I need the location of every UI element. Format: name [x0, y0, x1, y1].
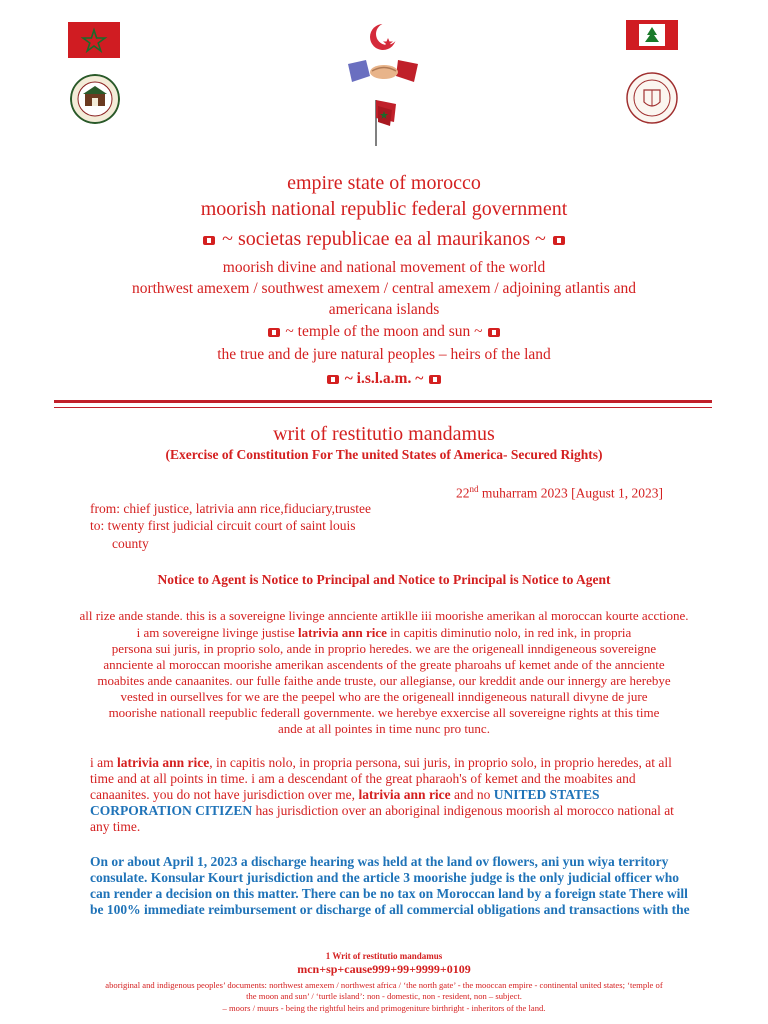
- para1-line-6: vested in oursellves for we are the peepel who are the origeneall inndigeneous naturall divyne de jure: [120, 689, 648, 704]
- para3-line-1: On or about April 1, 2023 a discharge hearing was held at the land ov flowers, ani yun wiya territory: [90, 854, 669, 869]
- entity-highlight: CORPORATION CITIZEN: [90, 803, 253, 818]
- name-highlight: latrivia ann rice: [358, 787, 451, 802]
- para1-line-7: moorishe nationall reepublic federall governmente. we herebye exxercise all sovereigne rights at this time: [108, 705, 660, 720]
- document-title: writ of restitutio mandamus: [273, 423, 495, 445]
- header-line-amexem: northwest amexem / southwest amexem / central amexem / adjoining atlantis and: [131, 280, 637, 297]
- moorish-flags-icon: [362, 96, 406, 148]
- header-islam-text: ~ i.s.l.a.m. ~: [344, 370, 424, 387]
- entity-highlight: UNITED STATES: [493, 787, 600, 802]
- header-line-movement: moorish divine and national movement of the world: [222, 259, 546, 276]
- header-line-islam: [0, 370, 768, 388]
- header-line-societas: [0, 228, 768, 251]
- header-line-natural-peoples: the true and de jure natural peoples – heirs of the land: [217, 346, 551, 363]
- para2-line-2: time and at all points in time. i am a descendant of the great pharaoh's of kemet and the moabites and: [90, 771, 636, 786]
- para1-line-2-text: i am sovereigne livinge justise: [136, 625, 299, 640]
- cross-badge-icon: [327, 375, 339, 384]
- footer-code: mcn+sp+cause999+99+9999+0109: [297, 962, 471, 976]
- handshake-flags-icon: [346, 56, 422, 86]
- para1-line-2: [0, 625, 768, 641]
- para1-line-2-rest: in capitis diminutio nolo, in red ink, in propria: [386, 625, 632, 640]
- footer-line-3: – moors / muurs - being the rightful heirs and primogeniture birthright - inheritors of the land.: [222, 1003, 546, 1013]
- notice-line: Notice to Agent is Notice to Principal and Notice to Principal is Notice to Agent: [157, 572, 611, 587]
- cross-badge-icon: [268, 328, 280, 337]
- document-date: [456, 484, 663, 502]
- footer-page-title: 1 Writ of restitutio mandamus: [325, 951, 443, 961]
- header-societas-text: ~ societas republicae ea al maurikanos ~: [222, 228, 546, 250]
- para2-line-5: any time.: [90, 819, 141, 834]
- para1-line-3: persona sui juris, in proprio solo, ande in proprio heredes. we are the origeneall inndigeneous sovereigne: [111, 641, 657, 656]
- para1-line-8: ande at all pointes in time nunc pro tunc.: [278, 721, 490, 736]
- para1-line-5: moabites ande canaanites. our fulle faithe ande truste, our allegianse, our kreddit ande our innergy are herebye: [97, 673, 671, 688]
- para1-line-1: all rize ande stande. this is a sovereigne livinge annciente artiklle iii moorishe amerikan al moroccan kourte acctione.: [79, 608, 689, 623]
- to-line: to: twenty first judicial circuit court of saint louis: [90, 518, 356, 533]
- header-temple-text: ~ temple of the moon and sun ~: [285, 323, 483, 340]
- para2-line-1: [90, 755, 710, 771]
- date-day: 22: [456, 485, 470, 501]
- header-line-americana: americana islands: [328, 301, 440, 318]
- header-line-empire: empire state of morocco: [287, 172, 481, 194]
- footer-line-1: aboriginal and indigenous peoples’ documents: northwest amexem / northwest africa / ‘the north gate’ - the mooccan empire - continental united states; ‘temple of: [105, 980, 663, 990]
- para2-line-4: [90, 803, 710, 819]
- name-highlight: latrivia ann rice: [298, 625, 387, 640]
- para2-line-3: [90, 787, 710, 803]
- para2-line-1-text: i am: [90, 755, 117, 770]
- para3-line-4: be 100% immediate reimbursement or discharge of all commercial obligations and transactions with the: [90, 902, 690, 917]
- cross-badge-icon: [553, 236, 565, 245]
- para2-line-1-rest: , in capitis nolo, in propria persona, sui juris, in proprio solo, in proprio heredes, at all: [209, 755, 672, 770]
- crescent-icon: [366, 20, 400, 54]
- right-seal-icon: [626, 72, 678, 124]
- cross-badge-icon: [429, 375, 441, 384]
- from-line: from: chief justice, latrivia ann rice,fiduciary,trustee: [90, 501, 372, 516]
- para1-line-4: annciente al moroccan moorishe amerikan ascendents of the greate pharoahs uf kemet ande of the annciente: [103, 657, 665, 672]
- header-line-government: moorish national republic federal government: [200, 198, 568, 220]
- morocco-flag-icon: [68, 22, 120, 58]
- footer-line-2: the moon and sun’ / ‘turtle island’: non - domestic, non - resident, non – subject.: [246, 991, 522, 1001]
- header-line-temple: [0, 323, 768, 341]
- lebanon-style-flag-icon: [626, 20, 678, 50]
- para2-line-3-text: canaanites. you do not have jurisdiction over me,: [90, 787, 359, 802]
- left-seal-icon: [70, 74, 120, 124]
- para2-line-4-rest: has jurisdiction over an aboriginal indigenous moorish al morocco national at: [252, 803, 674, 818]
- cross-badge-icon: [203, 236, 215, 245]
- header-divider-bottom: [54, 407, 712, 408]
- para2-line-3-mid: and no: [450, 787, 494, 802]
- name-highlight: latrivia ann rice: [117, 755, 210, 770]
- document-subtitle: (Exercise of Constitution For The united States of America- Secured Rights): [165, 447, 603, 462]
- para3-line-2: consulate. Konsular Kourt jurisdiction and the article 3 moorishe judge is the only judicial officer who: [90, 870, 679, 885]
- to-line-continued: county: [112, 536, 149, 551]
- cross-badge-icon: [488, 328, 500, 337]
- date-suffix: nd: [469, 484, 479, 494]
- para3-line-3: can render a decision on this matter. There can be no tax on Moroccan land by a foreign state There will: [90, 886, 688, 901]
- date-rest: muharram 2023 [August 1, 2023]: [478, 485, 663, 501]
- header-divider-top: [54, 400, 712, 403]
- para3: [90, 854, 720, 918]
- para2: [90, 755, 710, 835]
